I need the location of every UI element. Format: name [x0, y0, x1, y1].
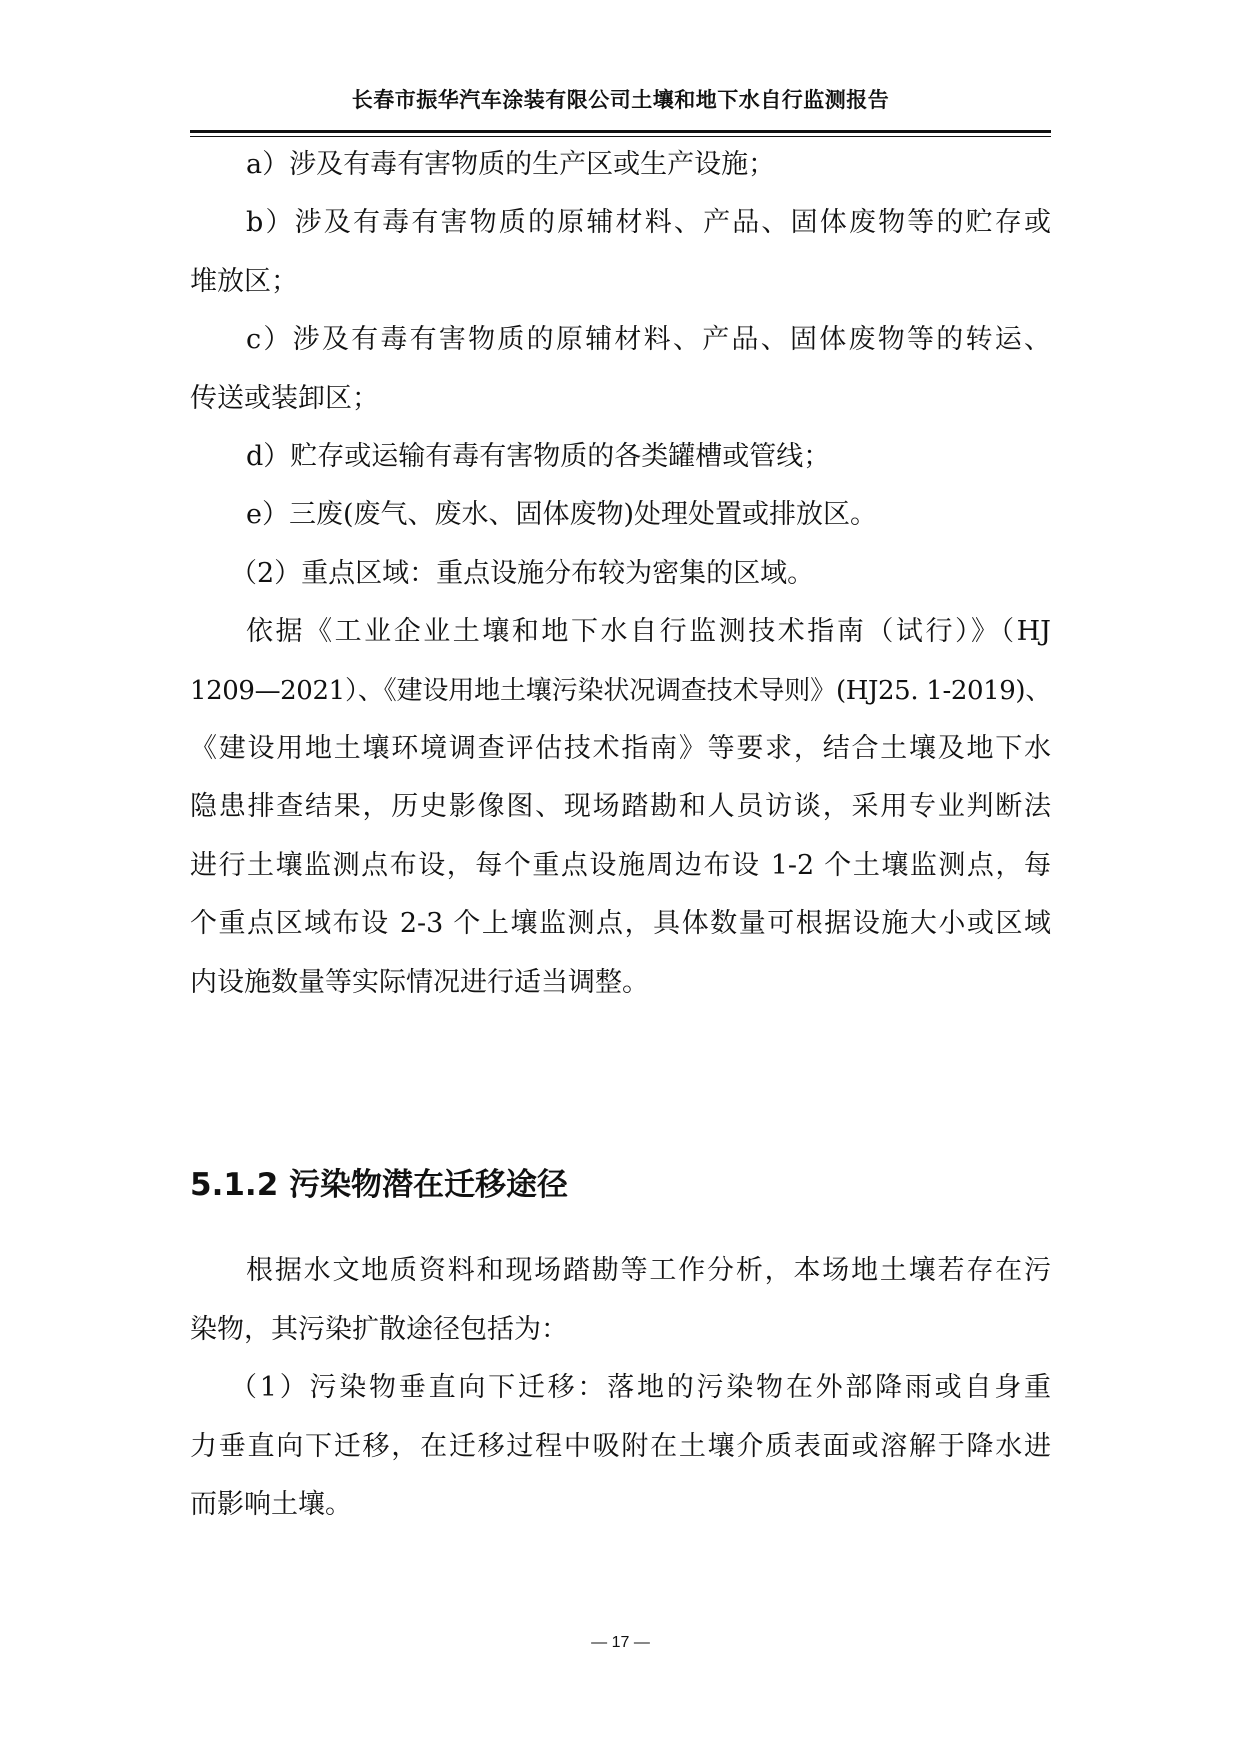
header-rule-thick [190, 130, 1051, 133]
paragraph-line: 隐患排查结果，历史影像图、现场踏勘和人员访谈，采用专业判断法 [190, 791, 1051, 822]
key-area-definition: （2）重点区域：重点设施分布较为密集的区域。 [230, 558, 815, 589]
list-item-d: d）贮存或运输有毒有害物质的各类罐槽或管线； [246, 441, 831, 472]
list-item-e: e）三废(废气、废水、固体废物)处理处置或排放区。 [246, 499, 878, 530]
list-item-b: b）涉及有毒有害物质的原辅材料、产品、固体废物等的贮存或 [246, 207, 1051, 238]
paragraph-line: 根据水文地质资料和现场踏勘等工作分析，本场地土壤若存在污 [246, 1255, 1051, 1286]
paragraph-line: 而影响土壤。 [190, 1489, 352, 1520]
paragraph-line: 内设施数量等实际情况进行适当调整。 [190, 967, 649, 998]
paragraph-line: 力垂直向下迁移，在迁移过程中吸附在土壤介质表面或溶解于降水进 [190, 1431, 1051, 1462]
running-header: 长春市振华汽车涂装有限公司土壤和地下水自行监测报告 [351, 88, 890, 112]
list-item-a: a）涉及有毒有害物质的生产区或生产设施； [246, 149, 776, 180]
paragraph-line: 个重点区域布设 2-3 个上壤监测点，具体数量可根据设施大小或区域 [190, 908, 1051, 939]
paragraph-line: 1209—2021）、《建设用地土壤污染状况调查技术导则》(HJ25. 1-2019)、 [190, 676, 1051, 706]
paragraph-line: 《建设用地土壤环境调查评估技术指南》等要求，结合土壤及地下水 [190, 733, 1051, 764]
list-item-c: c）涉及有毒有害物质的原辅材料、产品、固体废物等的转运、 [246, 324, 1051, 355]
list-item-b-cont: 堆放区； [190, 266, 298, 297]
section-heading: 5.1.2 污染物潜在迁移途径 [190, 1167, 569, 1203]
paragraph-line: （1）污染物垂直向下迁移：落地的污染物在外部降雨或自身重 [230, 1372, 1051, 1403]
page-number: — 17 — [591, 1634, 650, 1651]
paragraph-line: 染物，其污染扩散途径包括为： [190, 1314, 568, 1345]
header-rule-thin [190, 136, 1051, 137]
paragraph-line: 进行土壤监测点布设，每个重点设施周边布设 1-2 个土壤监测点，每 [190, 850, 1051, 881]
paragraph-line: 依据《工业企业土壤和地下水自行监测技术指南（试行）》（HJ [246, 616, 1051, 647]
list-item-c-cont: 传送或装卸区； [190, 383, 379, 414]
